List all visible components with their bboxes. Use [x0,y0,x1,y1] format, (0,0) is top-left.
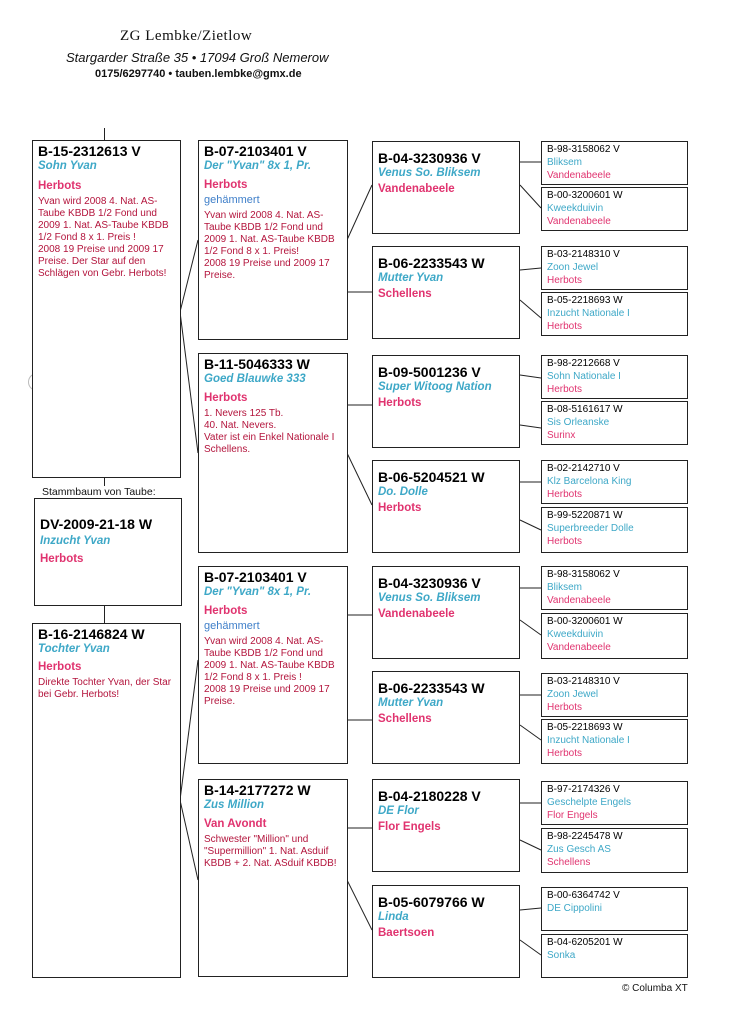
gen4-name: Kweekduivin [547,203,604,214]
gen4-name: Inzucht Nationale I [547,735,630,746]
gen4-ring-id: B-00-3200601 W [547,616,623,627]
gen4-card [541,719,688,764]
gen3-ring-id: B-06-2233543 W [378,255,485,271]
gen3-breeder: Flor Engels [378,821,441,833]
gen2-ring-id: B-07-2103401 V [204,569,307,585]
mother-card [32,623,181,978]
gen4-ring-id: B-98-3158062 V [547,569,620,580]
gen4-card [541,613,688,659]
gen2-breeder: Van Avondt [204,818,267,830]
gen4-name: Zoon Jewel [547,689,599,700]
gen4-card [541,828,688,873]
gen4-ring-id: B-99-5220871 W [547,510,623,521]
father-breeder: Herbots [38,180,82,192]
breeder-address: Stargarder Straße 35 • 17094 Groß Nemerow [66,50,329,65]
gen4-card [541,355,688,399]
gen4-card [541,292,688,336]
gen4-name: Superbreeder Dolle [547,523,634,534]
gen4-ring-id: B-08-5161617 W [547,404,623,415]
gen2-ring-id: B-11-5046333 W [204,356,310,372]
gen3-name: Do. Dolle [378,486,428,498]
gen3-card [372,355,520,448]
gen4-name: Zus Gesch AS [547,844,611,855]
subject-ring-id: DV-2009-21-18 W [40,516,153,532]
gen3-breeder: Herbots [378,502,422,514]
gen3-card [372,566,520,659]
gen4-name: Bliksem [547,582,583,593]
gen3-name: Super Witoog Nation [378,381,492,393]
gen2-color: gehämmert [204,194,260,206]
gen4-breeder: Surinx [547,430,576,441]
gen2-description: Yvan wird 2008 4. Nat. AS-Taube KBDB 1/2 Fond und 2009 1. Nat. AS-Taube KBDB 1/2 Fond 8 x 1. Preis ! 2008 19 Preise und 2009 17 Preise. [204,636,335,707]
gen3-card [372,885,520,978]
gen3-card [372,671,520,764]
gen4-name: DE Cippolini [547,903,603,914]
gen2-breeder: Herbots [204,392,248,404]
gen4-breeder: Herbots [547,384,583,395]
gen4-ring-id: B-05-2218693 W [547,722,623,733]
gen2-card [198,353,348,553]
gen4-card [541,507,688,553]
gen4-breeder: Herbots [547,489,583,500]
gen4-ring-id: B-98-2212668 V [547,358,620,369]
gen2-name: Der "Yvan" 8x 1, Pr. [204,586,312,598]
gen3-breeder: Baertsoen [378,927,435,939]
gen3-breeder: Vandenabeele [378,608,455,620]
gen2-breeder: Herbots [204,179,248,191]
gen3-name: Mutter Yvan [378,697,444,709]
gen4-card [541,187,688,231]
gen4-name: Kweekduivin [547,629,604,640]
subject-breeder: Herbots [40,553,84,565]
gen4-name: Sohn Nationale I [547,371,621,382]
gen4-ring-id: B-97-2174326 V [547,784,620,795]
gen4-ring-id: B-04-6205201 W [547,937,623,948]
gen4-card [541,934,688,978]
gen4-name: Geschelpte Engels [547,797,631,808]
gen4-breeder: Herbots [547,748,583,759]
father-description: Yvan wird 2008 4. Nat. AS-Taube KBDB 1/2 Fond und 2009 1. Nat. AS-Taube KBDB 1/2 Fond 8 x 1. Preis ! 2008 19 Preise und 2009 17 Preise. Der Star auf den Schlägen von Gebr. Herbots! [38,196,169,279]
gen4-breeder: Vandenabeele [547,170,611,181]
gen3-ring-id: B-09-5001236 V [378,364,481,380]
gen3-name: Mutter Yvan [378,272,444,284]
gen4-breeder: Herbots [547,321,583,332]
gen2-breeder: Herbots [204,605,248,617]
gen3-ring-id: B-05-6079766 W [378,894,485,910]
breeder-contact: 0175/6297740 • tauben.lembke@gmx.de [95,68,302,80]
gen3-card [372,779,520,872]
gen4-name: Sonka [547,950,576,961]
mother-breeder: Herbots [38,661,82,673]
gen2-ring-id: B-14-2177272 W [204,782,311,798]
father-ring-id: B-15-2312613 V [38,143,141,159]
gen3-breeder: Herbots [378,397,422,409]
gen3-ring-id: B-04-2180228 V [378,788,481,804]
gen4-ring-id: B-98-3158062 V [547,144,620,155]
gen3-card [372,246,520,339]
gen3-breeder: Schellens [378,713,432,725]
gen2-card [198,566,348,764]
gen3-ring-id: B-06-5204521 W [378,469,485,485]
gen4-breeder: Flor Engels [547,810,598,821]
gen4-breeder: Herbots [547,702,583,713]
gen4-breeder: Vandenabeele [547,595,611,606]
gen4-ring-id: B-00-3200601 W [547,190,623,201]
gen4-name: Bliksem [547,157,583,168]
gen4-card [541,401,688,445]
gen2-name: Der "Yvan" 8x 1, Pr. [204,160,312,172]
gen4-card [541,141,688,185]
gen4-card [541,887,688,931]
gen4-card [541,460,688,504]
gen2-description: Yvan wird 2008 4. Nat. AS-Taube KBDB 1/2 Fond und 2009 1. Nat. AS-Taube KBDB 1/2 Fond 8 x 1. Preis! 2008 19 Preise und 2009 17 Preise. [204,210,335,281]
gen4-card [541,566,688,610]
gen2-card [198,140,348,340]
gen3-breeder: Vandenabeele [378,183,455,195]
gen3-name: Linda [378,911,409,923]
gen4-ring-id: B-02-2142710 V [547,463,620,474]
gen4-name: Klz Barcelona King [547,476,632,487]
father-card [32,140,181,478]
breeder-name: ZG Lembke/Zietlow [120,28,253,44]
gen4-breeder: Vandenabeele [547,642,611,653]
gen3-name: Venus So. Bliksem [378,167,481,179]
gen3-name: DE Flor [378,805,419,817]
gen4-ring-id: B-05-2218693 W [547,295,623,306]
gen4-breeder: Schellens [547,857,591,868]
gen4-breeder: Herbots [547,275,583,286]
father-name: Sohn Yvan [38,160,97,172]
gen3-card [372,460,520,553]
subject-label: Stammbaum von Taube: [42,486,156,498]
gen2-ring-id: B-07-2103401 V [204,143,307,159]
gen3-ring-id: B-04-3230936 V [378,150,481,166]
gen2-color: gehämmert [204,620,260,632]
gen4-breeder: Herbots [547,536,583,547]
copyright: © Columba XT [622,983,688,994]
gen4-breeder: Vandenabeele [547,216,611,227]
gen3-card [372,141,520,234]
mother-name: Tochter Yvan [38,643,110,655]
gen4-name: Zoon Jewel [547,262,599,273]
gen4-name: Inzucht Nationale I [547,308,630,319]
gen2-name: Zus Million [204,799,265,811]
gen2-name: Goed Blauwke 333 [204,373,306,385]
gen4-card [541,246,688,290]
gen3-breeder: Schellens [378,288,432,300]
gen3-ring-id: B-06-2233543 W [378,680,485,696]
gen4-card [541,673,688,717]
mother-description: Direkte Tochter Yvan, der Star bei Gebr. Herbots! [38,677,172,700]
gen4-ring-id: B-03-2148310 V [547,249,620,260]
gen4-ring-id: B-98-2245478 W [547,831,623,842]
gen4-ring-id: B-00-6364742 V [547,890,620,901]
gen4-ring-id: B-03-2148310 V [547,676,620,687]
gen4-card [541,781,688,825]
gen4-name: Sis Orleanske [547,417,610,428]
gen2-description: Schwester "Million" und "Supermillion" 1. Nat. Asduif KBDB + 2. Nat. ASduif KBDB! [204,834,337,869]
gen2-description: 1. Nevers 125 Tb. 40. Nat. Nevers. Vater ist ein Enkel Nationale I Schellens. [204,408,335,455]
mother-ring-id: B-16-2146824 W [38,626,145,642]
gen3-ring-id: B-04-3230936 V [378,575,481,591]
gen2-card [198,779,348,977]
gen3-name: Venus So. Bliksem [378,592,481,604]
subject-name: Inzucht Yvan [40,535,111,547]
